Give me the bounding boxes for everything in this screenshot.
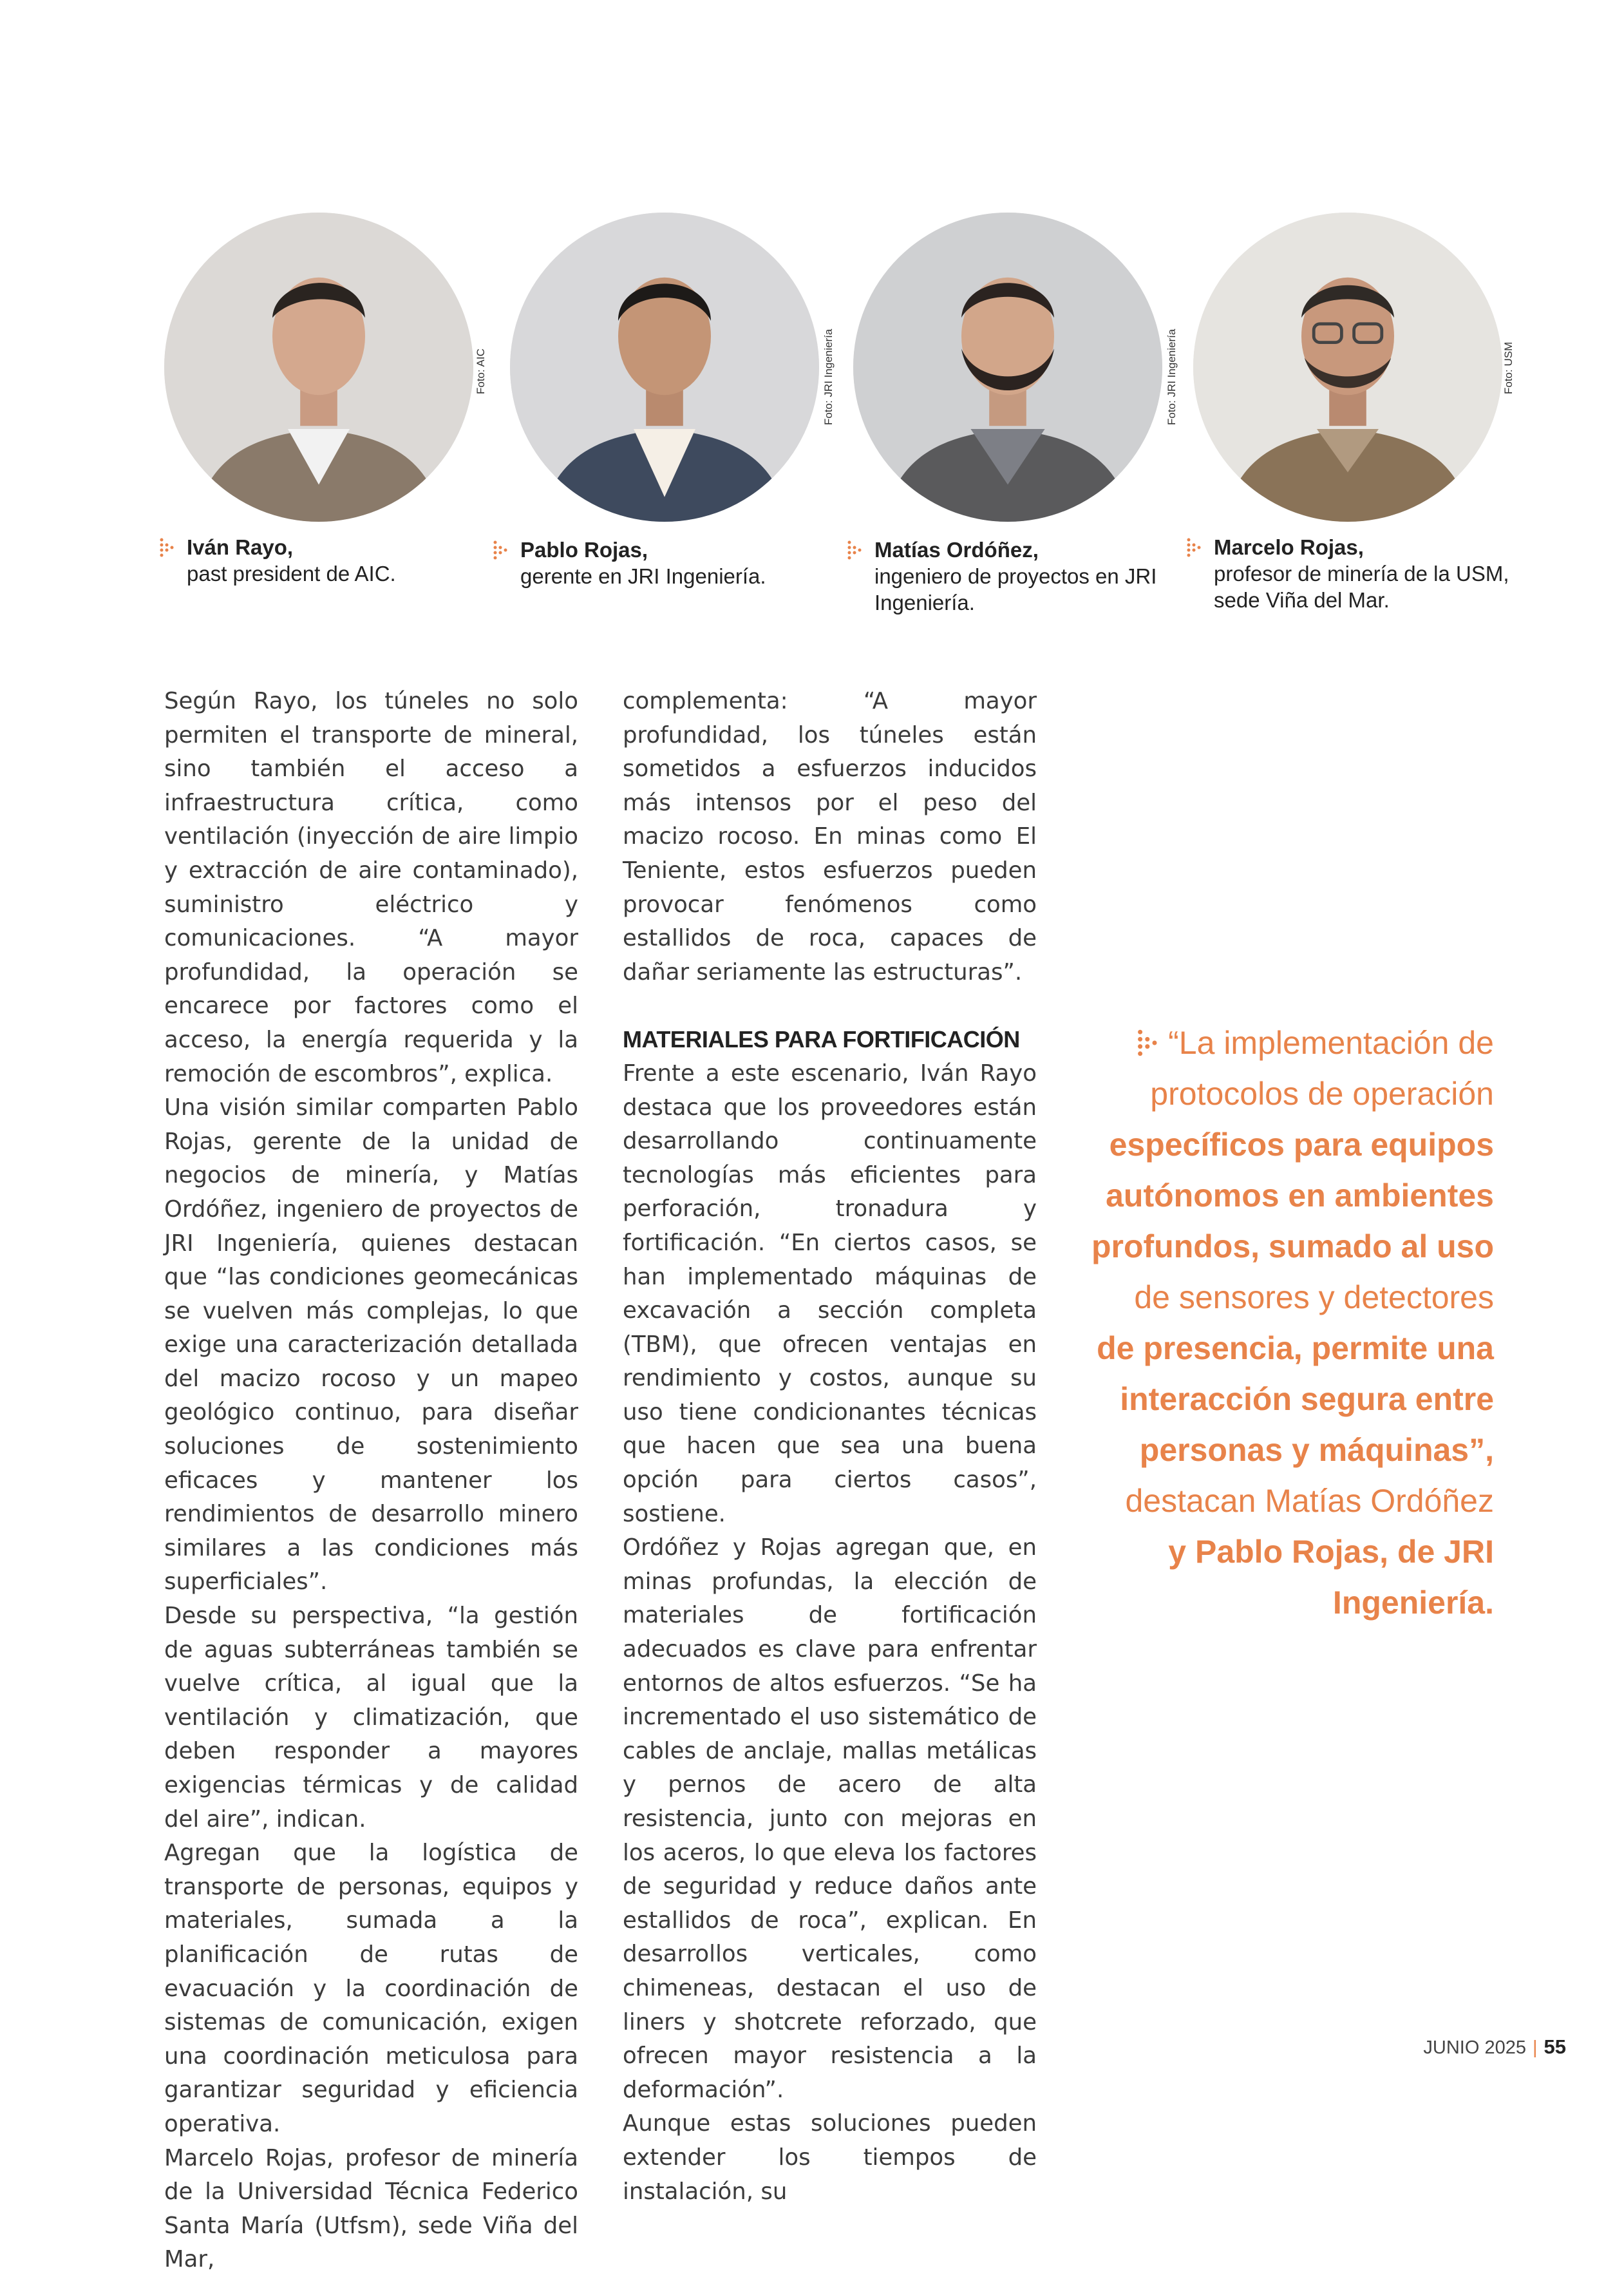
quote-line: personas y máquinas”, xyxy=(1139,1432,1494,1468)
section-heading: MATERIALES PARA FORTIFICACIÓN xyxy=(623,1026,1020,1053)
photo-credit: Foto: USM xyxy=(1502,341,1515,394)
caption-role: sede Viña del Mar. xyxy=(1214,588,1390,612)
caption-role: ingeniero de proyectos en JRI xyxy=(874,564,1157,588)
paragraph: Frente a este escenario, Iván Rayo destaca que los proveedores están desarrollando continuamente tecnologías más eficientes para perforación, tronadura y fortificación. “En ciertos casos, se han implementado máquinas de excavación a sección completa (TBM), que ofrecen ventajas en rendimiento y costos, aunque su uso tiene condicionantes técnicas que hacen que sea una buena opción para ciertos casos”, sostiene. xyxy=(623,1060,1037,1527)
caption-name: Matías Ordóñez, xyxy=(874,538,1039,562)
portrait-matias-ordonez xyxy=(853,213,1162,522)
quote-line: Ingeniería. xyxy=(1332,1585,1494,1621)
quote-line: destacan Matías Ordóñez xyxy=(1125,1483,1494,1519)
quote-bullet-icon xyxy=(1137,1029,1163,1056)
portrait-marcelo-rojas xyxy=(1193,213,1502,522)
photo-credit: Foto: JRI Ingeniería xyxy=(1166,329,1178,425)
person-photo xyxy=(164,213,473,522)
quote-line: y Pablo Rojas, de JRI xyxy=(1168,1534,1494,1570)
caption-role: gerente en JRI Ingeniería. xyxy=(520,564,766,588)
person-photo xyxy=(1193,213,1502,522)
caption-ivan-rayo xyxy=(187,534,483,587)
quote-line: de presencia, permite una xyxy=(1097,1330,1494,1366)
article-column-2 xyxy=(623,685,1037,2209)
paragraph: Según Rayo, los túneles no solo permiten el transporte de mineral, sino también el acceso a infraestructura crítica, como ventilación (inyección de aire limpio y extracción de aire contaminado), suministro eléctrico y comunicaciones. “A mayor profundidad, la operación se encarece por factores como el acceso, la energía requerida y la remoción de escombros”, explica. xyxy=(164,688,578,1087)
quote-line: “La implementación de xyxy=(1168,1025,1494,1061)
caption-name: Iván Rayo, xyxy=(187,535,294,559)
paragraph: Aunque estas soluciones pueden extender los tiempos de instalación, su xyxy=(623,2110,1037,2205)
caption-name: Marcelo Rojas, xyxy=(1214,535,1364,559)
paragraph: complementa: “A mayor profundidad, los túneles están sometidos a esfuerzos inducidos más intensos por el peso del macizo rocoso. En minas como El Teniente, estos esfuerzos pueden provocar fenómenos como estallidos de roca, capaces de dañar seriamente las estructuras”. xyxy=(623,688,1037,986)
photo-credit: Foto: JRI Ingeniería xyxy=(822,329,835,425)
article-column-1 xyxy=(164,685,578,2277)
bullet-icon xyxy=(493,540,511,560)
person-photo xyxy=(510,213,819,522)
person-photo xyxy=(853,213,1162,522)
caption-pablo-rojas xyxy=(520,537,829,589)
caption-role: past president de AIC. xyxy=(187,562,396,586)
portrait-ivan-rayo xyxy=(164,213,473,522)
quote-line: de sensores y detectores xyxy=(1134,1279,1494,1315)
pull-quote xyxy=(1088,1018,1494,1628)
bullet-icon xyxy=(160,538,178,557)
caption-marcelo-rojas xyxy=(1214,534,1523,613)
bullet-icon xyxy=(847,540,865,560)
issue-date: JUNIO 2025 xyxy=(1423,2037,1526,2058)
quote-line: interacción segura entre xyxy=(1120,1381,1494,1417)
page-number: 55 xyxy=(1544,2035,1566,2058)
page-footer xyxy=(1423,2035,1566,2059)
quote-line: autónomos en ambientes xyxy=(1106,1177,1494,1214)
caption-matias-ordonez xyxy=(874,537,1184,616)
caption-name: Pablo Rojas, xyxy=(520,538,648,562)
quote-line: protocolos de operación xyxy=(1150,1076,1494,1112)
paragraph: Agregan que la logística de transporte de personas, equipos y materiales, sumada a la planificación de rutas de evacuación y la coordinación de sistemas de comunicación, exigen una coordinación meticulosa para garantizar seguridad y eficiencia operativa. xyxy=(164,1840,578,2137)
paragraph: Desde su perspectiva, “la gestión de aguas subterráneas también se vuelve crítica, al igual que la ventilación y climatización, que deben responder a mayores exigencias térmicas y de calidad del aire”, indican. xyxy=(164,1603,578,1833)
paragraph: Ordóñez y Rojas agregan que, en minas profundas, la elección de materiales de fortificación adecuados es clave para enfrentar entornos de altos esfuerzos. “Se ha incrementado el uso sistemático de cables de anclaje, mallas metálicas y pernos de acero de alta resistencia, junto con mejoras en los aceros, lo que eleva los factores de seguridad y reduce daños ante estallidos de roca”, explican. En desarrollos verticales, como chimeneas, destacan el uso de liners y shotcrete reforzado, que ofrecen mayor resistencia a la deformación”. xyxy=(623,1534,1037,2103)
bullet-icon xyxy=(1187,538,1205,557)
photo-credit: Foto: AIC xyxy=(475,348,487,394)
caption-role: Ingeniería. xyxy=(874,591,975,615)
quote-line: específicos para equipos xyxy=(1109,1127,1494,1163)
footer-divider: | xyxy=(1532,2037,1538,2058)
paragraph: Marcelo Rojas, profesor de minería de la Universidad Técnica Federico Santa María (Utfsm), sede Viña del Mar, xyxy=(164,2144,578,2273)
quote-line: profundos, sumado al uso xyxy=(1091,1228,1494,1264)
paragraph: Una visión similar comparten Pablo Rojas, gerente de la unidad de negocios de minería, y Matías Ordóñez, ingeniero de proyectos de JRI Ingeniería, quienes destacan que “las condiciones geomecánicas se vuelven más complejas, lo que exige una caracterización detallada del macizo rocoso y un mapeo geológico continuo, para diseñar soluciones de sostenimiento eficaces y mantener los rendimientos de desarrollo minero similares a las condiciones más superficiales”. xyxy=(164,1094,578,1596)
caption-role: profesor de minería de la USM, xyxy=(1214,562,1509,586)
portrait-pablo-rojas xyxy=(510,213,819,522)
